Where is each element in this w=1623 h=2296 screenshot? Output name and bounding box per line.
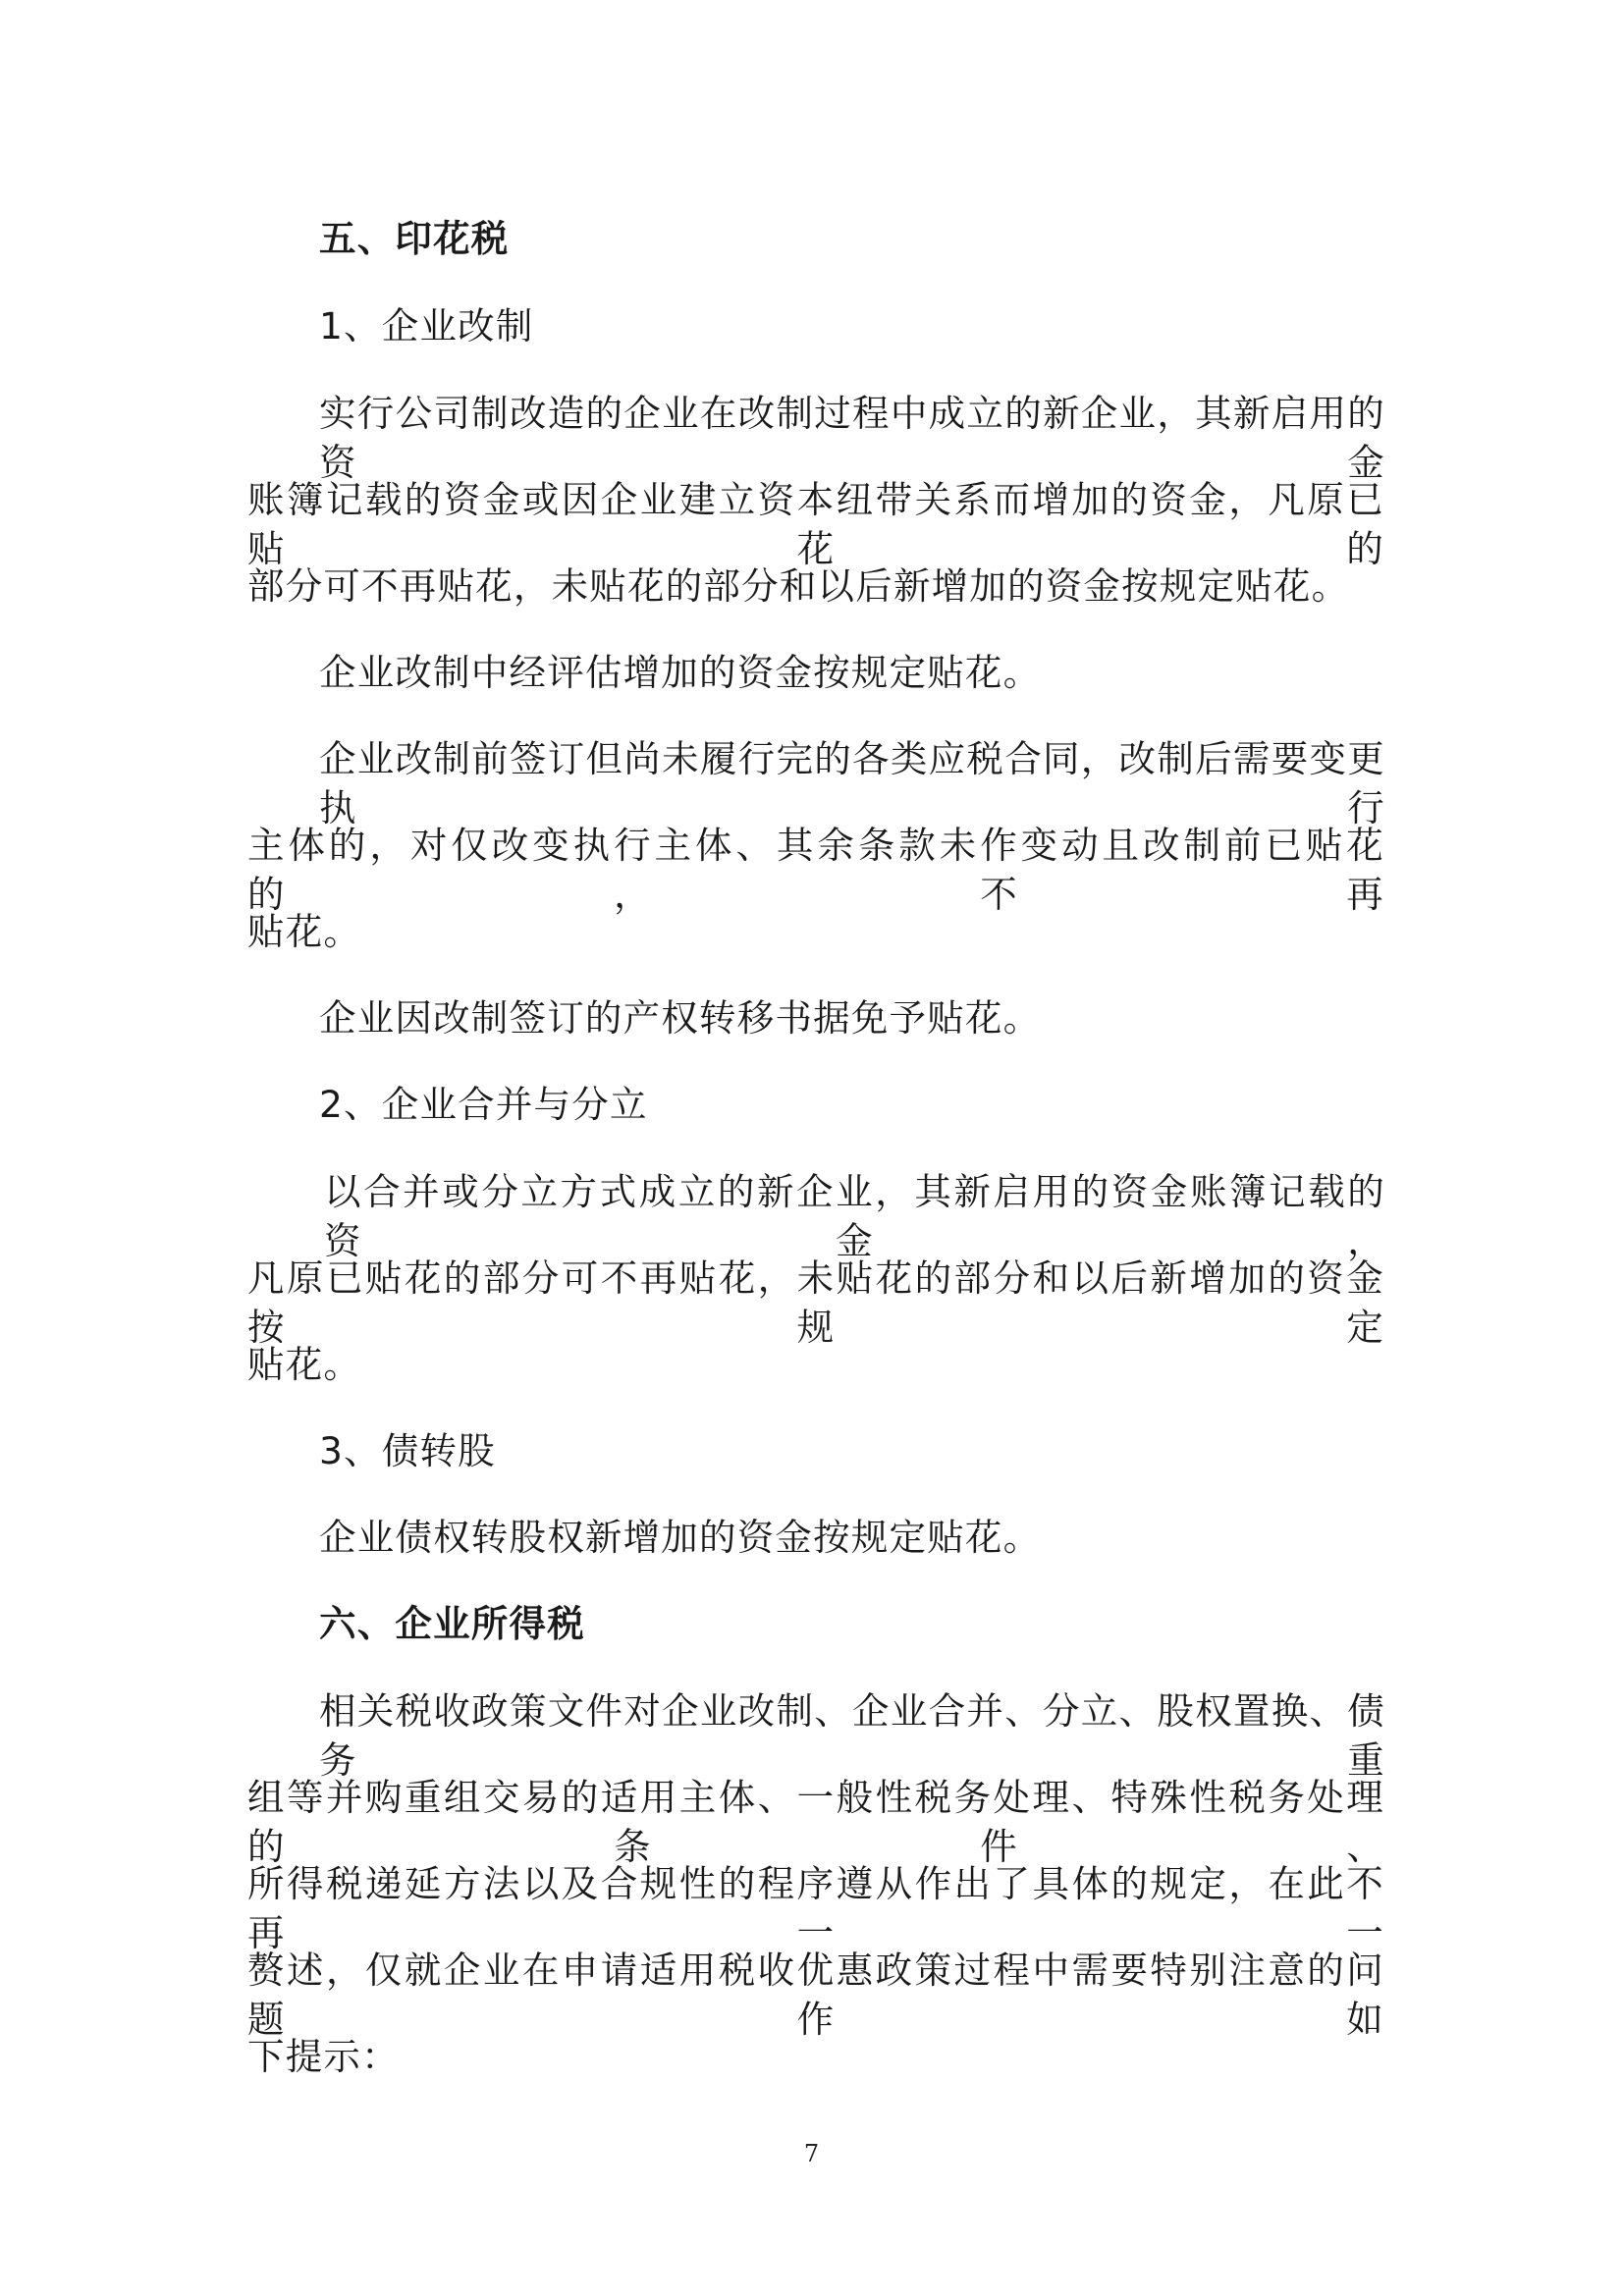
paragraph-line: 企业因改制签订的产权转移书据免予贴花。 [319, 996, 1042, 1040]
paragraph-line: 企业债权转股权新增加的资金按规定贴花。 [319, 1516, 1042, 1559]
paragraph-line: 所得税递延方法以及合规性的程序遵从作出了具体的规定，在此不再一一 [247, 1862, 1384, 1954]
paragraph-line: 账簿记载的资金或因企业建立资本纽带关系而增加的资金，凡原已贴花的 [247, 478, 1384, 570]
paragraph-line: 贴花。 [247, 1343, 362, 1386]
paragraph-line: 下提示： [247, 2035, 400, 2078]
paragraph-line: 部分可不再贴花，未贴花的部分和以后新增加的资金按规定贴花。 [247, 564, 1350, 608]
page-number: 7 [803, 2140, 820, 2167]
paragraph-line: 主体的，对仅改变执行主体、其余条款未作变动且改制前已贴花的，不再 [247, 824, 1384, 916]
paragraph-line: 赘述，仅就企业在申请适用税收优惠政策过程中需要特别注意的问题作如 [247, 1949, 1384, 2041]
paragraph-line: 实行公司制改造的企业在改制过程中成立的新企业，其新启用的资金 [319, 392, 1385, 484]
paragraph-line: 企业改制中经评估增加的资金按规定贴花。 [319, 651, 1042, 694]
section-heading-stamp-tax: 五、印花税 [319, 217, 510, 260]
subsection-title-merger-division: 2、企业合并与分立 [319, 1083, 648, 1126]
paragraph-line: 企业改制前签订但尚未履行完的各类应税合同，改制后需要变更执行 [319, 737, 1385, 829]
section-heading-corporate-income-tax: 六、企业所得税 [319, 1602, 585, 1645]
paragraph-line: 凡原已贴花的部分可不再贴花，未贴花的部分和以后新增加的资金按规定 [247, 1256, 1384, 1349]
paragraph-line: 相关税收政策文件对企业改制、企业合并、分立、股权置换、债务重 [319, 1689, 1385, 1782]
paragraph-line: 以合并或分立方式成立的新企业，其新启用的资金账簿记载的资金， [324, 1170, 1385, 1262]
subsection-title-debt-equity-swap: 3、债转股 [319, 1429, 496, 1472]
subsection-title-restructuring: 1、企业改制 [319, 304, 534, 347]
paragraph-line: 组等并购重组交易的适用主体、一般性税务处理、特殊性税务处理的条件、 [247, 1776, 1384, 1868]
paragraph-line: 贴花。 [247, 910, 362, 953]
